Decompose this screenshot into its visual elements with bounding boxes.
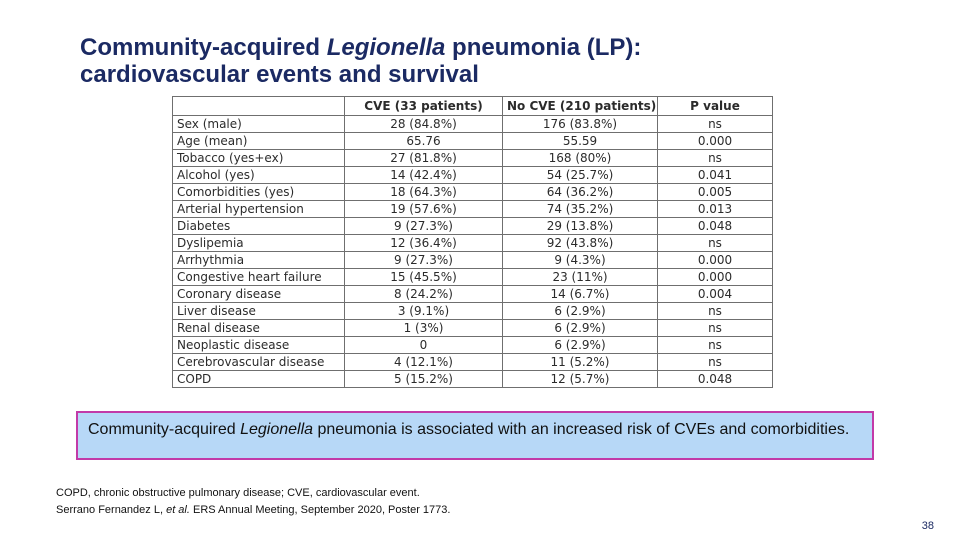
value-cell: 3 (9.1%) bbox=[345, 303, 503, 320]
table-row bbox=[173, 116, 773, 133]
value-cell: 15 (45.5%) bbox=[345, 269, 503, 286]
row-label-cell: Arrhythmia bbox=[173, 252, 345, 269]
row-label-cell: Dyslipemia bbox=[173, 235, 345, 252]
title-line-2: cardiovascular events and survival bbox=[80, 61, 479, 88]
title-suffix: pneumonia (LP): bbox=[445, 34, 642, 61]
value-cell: 0.013 bbox=[658, 201, 773, 218]
page-number: 38 bbox=[921, 520, 934, 532]
value-cell: 18 (64.3%) bbox=[345, 184, 503, 201]
callout-prefix: Community-acquired bbox=[88, 421, 241, 438]
table-row bbox=[173, 201, 773, 218]
table-row bbox=[173, 286, 773, 303]
row-label-cell: Comorbidities (yes) bbox=[173, 184, 345, 201]
row-label-cell: Diabetes bbox=[173, 218, 345, 235]
value-cell: 176 (83.8%) bbox=[503, 116, 658, 133]
value-cell: 12 (5.7%) bbox=[503, 371, 658, 388]
table-row bbox=[173, 218, 773, 235]
value-cell: 11 (5.2%) bbox=[503, 354, 658, 371]
value-cell: 0.048 bbox=[658, 371, 773, 388]
value-cell: 28 (84.8%) bbox=[345, 116, 503, 133]
table-row bbox=[173, 371, 773, 388]
row-label-cell: Renal disease bbox=[173, 320, 345, 337]
value-cell: 6 (2.9%) bbox=[503, 337, 658, 354]
value-cell: 55.59 bbox=[503, 133, 658, 150]
table-row bbox=[173, 184, 773, 201]
value-cell: ns bbox=[658, 354, 773, 371]
table-row bbox=[173, 337, 773, 354]
value-cell: 6 (2.9%) bbox=[503, 303, 658, 320]
value-cell: 27 (81.8%) bbox=[345, 150, 503, 167]
row-label-cell: Neoplastic disease bbox=[173, 337, 345, 354]
value-cell: 9 (27.3%) bbox=[345, 252, 503, 269]
table-row bbox=[173, 303, 773, 320]
value-cell: 0.004 bbox=[658, 286, 773, 303]
value-cell: ns bbox=[658, 116, 773, 133]
value-cell: 64 (36.2%) bbox=[503, 184, 658, 201]
value-cell: ns bbox=[658, 235, 773, 252]
row-label-cell: Arterial hypertension bbox=[173, 201, 345, 218]
value-cell: 0.000 bbox=[658, 269, 773, 286]
row-label-cell: Coronary disease bbox=[173, 286, 345, 303]
value-cell: ns bbox=[658, 320, 773, 337]
header-cell: P value bbox=[658, 97, 773, 116]
value-cell: 0.041 bbox=[658, 167, 773, 184]
table-row bbox=[173, 133, 773, 150]
table-row bbox=[173, 235, 773, 252]
value-cell: 5 (15.2%) bbox=[345, 371, 503, 388]
row-label-cell: Congestive heart failure bbox=[173, 269, 345, 286]
value-cell: 23 (11%) bbox=[503, 269, 658, 286]
value-cell: ns bbox=[658, 337, 773, 354]
footnote bbox=[56, 485, 450, 519]
header-cell: CVE (33 patients) bbox=[345, 97, 503, 116]
value-cell: 74 (35.2%) bbox=[503, 201, 658, 218]
value-cell: 6 (2.9%) bbox=[503, 320, 658, 337]
value-cell: 0.000 bbox=[658, 252, 773, 269]
row-label-cell: Alcohol (yes) bbox=[173, 167, 345, 184]
value-cell: ns bbox=[658, 303, 773, 320]
value-cell: 168 (80%) bbox=[503, 150, 658, 167]
callout-italic: Legionella bbox=[240, 421, 314, 438]
row-label-cell: Liver disease bbox=[173, 303, 345, 320]
value-cell: 29 (13.8%) bbox=[503, 218, 658, 235]
value-cell: 14 (6.7%) bbox=[503, 286, 658, 303]
header-cell bbox=[173, 97, 345, 116]
footnote-abbreviations: COPD, chronic obstructive pulmonary disease; CVE, cardiovascular event. bbox=[56, 487, 420, 499]
results-table-container bbox=[172, 96, 772, 392]
row-label-cell: Age (mean) bbox=[173, 133, 345, 150]
table-row bbox=[173, 269, 773, 286]
results-table bbox=[172, 96, 773, 388]
value-cell: 0.005 bbox=[658, 184, 773, 201]
value-cell: 0 bbox=[345, 337, 503, 354]
value-cell: 54 (25.7%) bbox=[503, 167, 658, 184]
footnote-reference bbox=[56, 502, 450, 519]
value-cell: 92 (43.8%) bbox=[503, 235, 658, 252]
value-cell: 9 (4.3%) bbox=[503, 252, 658, 269]
table-header-row bbox=[173, 97, 773, 116]
value-cell: 1 (3%) bbox=[345, 320, 503, 337]
reference-italic: et al. bbox=[166, 504, 190, 516]
value-cell: ns bbox=[658, 150, 773, 167]
value-cell: 8 (24.2%) bbox=[345, 286, 503, 303]
row-label-cell: COPD bbox=[173, 371, 345, 388]
value-cell: 9 (27.3%) bbox=[345, 218, 503, 235]
title-italic: Legionella bbox=[326, 34, 446, 61]
reference-suffix: ERS Annual Meeting, September 2020, Poster 1773. bbox=[189, 504, 451, 516]
slide-title bbox=[80, 34, 900, 88]
table-row bbox=[173, 150, 773, 167]
key-finding-callout bbox=[76, 411, 874, 460]
row-label-cell: Sex (male) bbox=[173, 116, 345, 133]
value-cell: 65.76 bbox=[345, 133, 503, 150]
value-cell: 14 (42.4%) bbox=[345, 167, 503, 184]
value-cell: 0.048 bbox=[658, 218, 773, 235]
table-row bbox=[173, 252, 773, 269]
value-cell: 0.000 bbox=[658, 133, 773, 150]
table-body bbox=[173, 116, 773, 388]
header-cell: No CVE (210 patients) bbox=[503, 97, 658, 116]
value-cell: 12 (36.4%) bbox=[345, 235, 503, 252]
reference-prefix: Serrano Fernandez L, bbox=[56, 504, 167, 516]
table-row bbox=[173, 320, 773, 337]
callout-suffix: pneumonia is associated with an increased risk of CVEs and comorbidities. bbox=[313, 421, 850, 438]
title-prefix: Community-acquired bbox=[80, 34, 327, 61]
row-label-cell: Tobacco (yes+ex) bbox=[173, 150, 345, 167]
table-row bbox=[173, 354, 773, 371]
table-row bbox=[173, 167, 773, 184]
value-cell: 19 (57.6%) bbox=[345, 201, 503, 218]
value-cell: 4 (12.1%) bbox=[345, 354, 503, 371]
row-label-cell: Cerebrovascular disease bbox=[173, 354, 345, 371]
